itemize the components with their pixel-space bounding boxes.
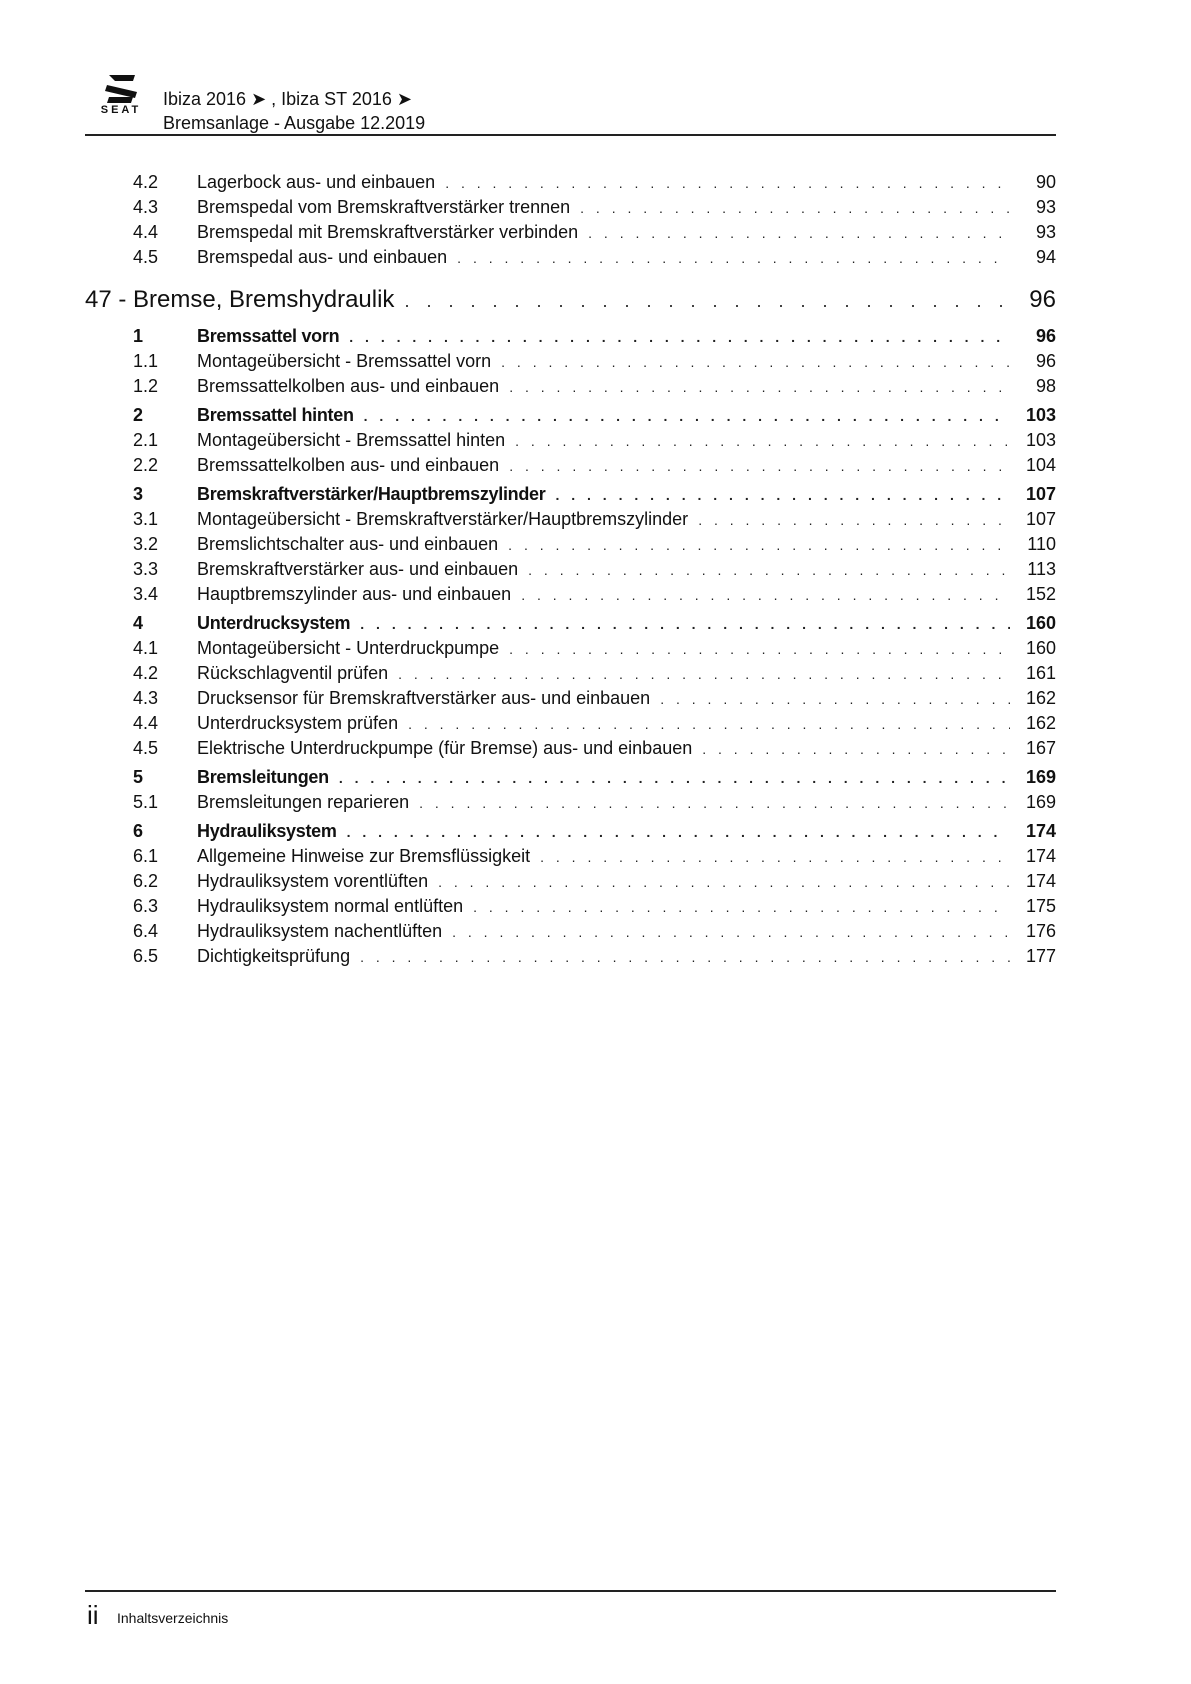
toc-section-entry[interactable]: [85, 482, 1056, 507]
toc-dot-leader: [509, 454, 1010, 479]
toc-entry-title: Montageübersicht - Bremskraftverstärker/Hauptbremszylinder: [197, 509, 689, 529]
toc-entry-page: 96: [1035, 351, 1056, 371]
toc-entry-page: 162: [1025, 713, 1056, 733]
toc-entry-title: Bremspedal mit Bremskraftverstärker verbinden: [197, 222, 579, 242]
toc-entry-page: 107: [1025, 509, 1056, 529]
toc-entry-number: 2: [133, 405, 144, 425]
page-footer: [85, 1590, 1056, 1642]
toc-entry-number: 3: [133, 484, 144, 504]
toc-entry-number: 3.2: [133, 534, 159, 554]
toc-entry-number: 6.2: [133, 871, 159, 891]
toc-entry-page: 103: [1025, 405, 1056, 425]
document-subtitle: Bremsanlage - Ausgabe 12.2019: [163, 113, 426, 133]
toc-entry[interactable]: [85, 711, 1056, 736]
toc-entry-page: 107: [1025, 484, 1056, 504]
toc-entry-number: 5.1: [133, 792, 159, 812]
toc-section-entry[interactable]: [85, 819, 1056, 844]
toc-dot-leader: [419, 791, 1010, 816]
toc-entry-title: Dichtigkeitsprüfung: [197, 946, 351, 966]
toc-entry-title: Allgemeine Hinweise zur Bremsflüssigkeit: [197, 846, 531, 866]
toc-dot-leader: [580, 196, 1010, 221]
toc-entry[interactable]: [85, 894, 1056, 919]
toc-entry-title: Hydrauliksystem vorentlüften: [197, 871, 429, 891]
toc-entry-number: 1: [133, 326, 144, 346]
toc-entry[interactable]: [85, 844, 1056, 869]
toc-entry-title: Unterdrucksystem prüfen: [197, 713, 399, 733]
toc-dot-leader: [360, 945, 1010, 970]
toc-entry-title: Bremsleitungen reparieren: [197, 792, 410, 812]
toc-section-entry[interactable]: [85, 611, 1056, 636]
seat-logo: [93, 72, 151, 118]
toc-entry[interactable]: [85, 374, 1056, 399]
toc-entry-number: 4.2: [133, 172, 159, 192]
toc-entry-number: 6: [133, 821, 144, 841]
toc-entry-title: Elektrische Unterdruckpumpe (für Bremse) aus- und einbauen: [197, 738, 693, 758]
toc-entry-title: Rückschlagventil prüfen: [197, 663, 389, 683]
page-header: [85, 70, 1056, 136]
toc-dot-leader: [445, 171, 1010, 196]
toc-dot-leader: [515, 429, 1010, 454]
toc-entry-page: 167: [1025, 738, 1056, 758]
toc-entry-page: 104: [1025, 455, 1056, 475]
toc-entry-title: Hauptbremszylinder aus- und einbauen: [197, 584, 512, 604]
toc-entry-number: 6.4: [133, 921, 159, 941]
toc-entry-page: 110: [1027, 534, 1056, 554]
toc-chapter-entry[interactable]: [85, 280, 1056, 320]
toc-entry-number: 2.1: [133, 430, 159, 450]
toc-dot-leader: [509, 375, 1010, 400]
toc-entry-title: Montageübersicht - Bremssattel hinten: [197, 430, 506, 450]
toc-entry[interactable]: [85, 557, 1056, 582]
toc-entry[interactable]: [85, 582, 1056, 607]
toc-entry[interactable]: [85, 636, 1056, 661]
toc-entry[interactable]: [85, 944, 1056, 969]
toc-entry[interactable]: [85, 428, 1056, 453]
toc-entry-page: 96: [1029, 286, 1056, 313]
toc-dot-leader: [438, 870, 1010, 895]
toc-entry-page: 113: [1027, 559, 1056, 579]
toc-entry-number: 1.2: [133, 376, 159, 396]
toc-entry[interactable]: [85, 790, 1056, 815]
footer-label: Inhaltsverzeichnis: [117, 1610, 229, 1626]
toc-entry-title: Bremspedal vom Bremskraftverstärker trennen: [197, 197, 571, 217]
toc-entry-title: Hydrauliksystem: [197, 821, 337, 841]
toc-entry-page: 103: [1025, 430, 1056, 450]
toc-section-entry[interactable]: [85, 765, 1056, 790]
toc-dot-leader: [360, 612, 1010, 637]
toc-entry-page: 176: [1025, 921, 1056, 941]
toc-entry-title: Bremssattel vorn: [197, 326, 340, 346]
toc-dot-leader: [457, 246, 1010, 271]
toc-entry-page: 177: [1025, 946, 1056, 966]
toc-entry-number: 3.4: [133, 584, 159, 604]
toc-dot-leader: [452, 920, 1010, 945]
toc-entry-number: 4.2: [133, 663, 159, 683]
toc-section-entry[interactable]: [85, 324, 1056, 349]
toc-dot-leader: [702, 737, 1010, 762]
toc-entry-page: 162: [1025, 688, 1056, 708]
toc-entry-number: 4.1: [133, 638, 159, 658]
toc-dot-leader: [521, 583, 1010, 608]
toc-entry[interactable]: [85, 919, 1056, 944]
toc-dot-leader: [509, 637, 1010, 662]
toc-dot-leader: [404, 281, 1010, 321]
toc-entry-page: 174: [1025, 871, 1056, 891]
toc-entry-page: 169: [1025, 792, 1056, 812]
toc-entry-page: 94: [1035, 247, 1056, 267]
table-of-contents: [85, 170, 1056, 969]
toc-dot-leader: [660, 687, 1010, 712]
toc-entry-number: 4.4: [133, 222, 159, 242]
toc-section-entry[interactable]: [85, 403, 1056, 428]
toc-entry-title: Bremskraftverstärker/Hauptbremszylinder: [197, 484, 546, 504]
toc-dot-leader: [588, 221, 1010, 246]
toc-entry-number: 4.3: [133, 688, 159, 708]
toc-dot-leader: [555, 483, 1010, 508]
toc-entry[interactable]: [85, 453, 1056, 478]
toc-entry-number: 4.5: [133, 738, 159, 758]
toc-entry-page: 98: [1035, 376, 1056, 396]
toc-entry-number: 3.1: [133, 509, 159, 529]
toc-entry[interactable]: [85, 686, 1056, 711]
toc-entry-title: Lagerbock aus- und einbauen: [197, 172, 436, 192]
toc-entry[interactable]: [85, 220, 1056, 245]
toc-entry-page: 174: [1025, 821, 1056, 841]
toc-entry[interactable]: [85, 245, 1056, 270]
brand-wordmark: SEAT: [100, 104, 142, 116]
toc-dot-leader: [528, 558, 1010, 583]
toc-entry-page: 161: [1025, 663, 1056, 683]
toc-entry-page: 152: [1025, 584, 1056, 604]
toc-entry-number: 47 - Bremse, Bremshydraulik: [85, 286, 395, 313]
toc-entry-number: 6.1: [133, 846, 159, 866]
toc-entry[interactable]: [85, 736, 1056, 761]
toc-dot-leader: [398, 662, 1010, 687]
toc-entry-title: Montageübersicht - Unterdruckpumpe: [197, 638, 500, 658]
toc-entry-page: 93: [1035, 222, 1056, 242]
toc-entry-number: 3.3: [133, 559, 159, 579]
toc-entry[interactable]: [85, 507, 1056, 532]
toc-entry-number: 2.2: [133, 455, 159, 475]
toc-entry-page: 169: [1025, 767, 1056, 787]
toc-dot-leader: [349, 325, 1010, 350]
toc-entry[interactable]: [85, 349, 1056, 374]
toc-entry-title: Bremssattel hinten: [197, 405, 354, 425]
toc-entry[interactable]: [85, 195, 1056, 220]
toc-entry-number: 1.1: [133, 351, 159, 371]
toc-entry-title: Bremspedal aus- und einbauen: [197, 247, 448, 267]
toc-entry-title: Bremskraftverstärker aus- und einbauen: [197, 559, 519, 579]
toc-entry-page: 174: [1025, 846, 1056, 866]
toc-entry-title: Montageübersicht - Bremssattel vorn: [197, 351, 492, 371]
toc-entry-page: 90: [1035, 172, 1056, 192]
toc-entry-page: 160: [1025, 613, 1056, 633]
footer-page-number: ii: [87, 1600, 99, 1630]
toc-entry-title: Bremssattelkolben aus- und einbauen: [197, 455, 500, 475]
toc-dot-leader: [540, 845, 1010, 870]
toc-entry[interactable]: [85, 869, 1056, 894]
toc-entry[interactable]: [85, 170, 1056, 195]
toc-dot-leader: [408, 712, 1010, 737]
toc-entry-title: Hydrauliksystem nachentlüften: [197, 921, 443, 941]
toc-entry-page: 96: [1035, 326, 1056, 346]
toc-entry-number: 4.5: [133, 247, 159, 267]
toc-entry-title: Bremssattelkolben aus- und einbauen: [197, 376, 500, 396]
toc-entry-page: 93: [1035, 197, 1056, 217]
toc-entry[interactable]: [85, 532, 1056, 557]
toc-entry-number: 6.3: [133, 896, 159, 916]
toc-dot-leader: [364, 404, 1010, 429]
toc-entry-title: Bremslichtschalter aus- und einbauen: [197, 534, 499, 554]
toc-entry-number: 6.5: [133, 946, 159, 966]
toc-entry-number: 4.3: [133, 197, 159, 217]
toc-entry-title: Bremsleitungen: [197, 767, 329, 787]
toc-entry-title: Hydrauliksystem normal entlüften: [197, 896, 464, 916]
toc-entry-page: 175: [1025, 896, 1056, 916]
toc-entry-number: 5: [133, 767, 144, 787]
toc-entry-number: 4.4: [133, 713, 159, 733]
toc-entry[interactable]: [85, 661, 1056, 686]
toc-dot-leader: [698, 508, 1010, 533]
toc-dot-leader: [339, 766, 1010, 791]
toc-entry-number: 4: [133, 613, 144, 633]
toc-dot-leader: [508, 533, 1010, 558]
toc-dot-leader: [501, 350, 1010, 375]
toc-dot-leader: [473, 895, 1010, 920]
toc-entry-page: 160: [1025, 638, 1056, 658]
document-title: Ibiza 2016 ➤ , Ibiza ST 2016 ➤: [163, 89, 412, 109]
toc-entry-title: Unterdrucksystem: [197, 613, 351, 633]
toc-dot-leader: [347, 820, 1010, 845]
toc-entry-title: Drucksensor für Bremskraftverstärker aus- und einbauen: [197, 688, 651, 708]
seat-s-icon: [93, 72, 151, 106]
